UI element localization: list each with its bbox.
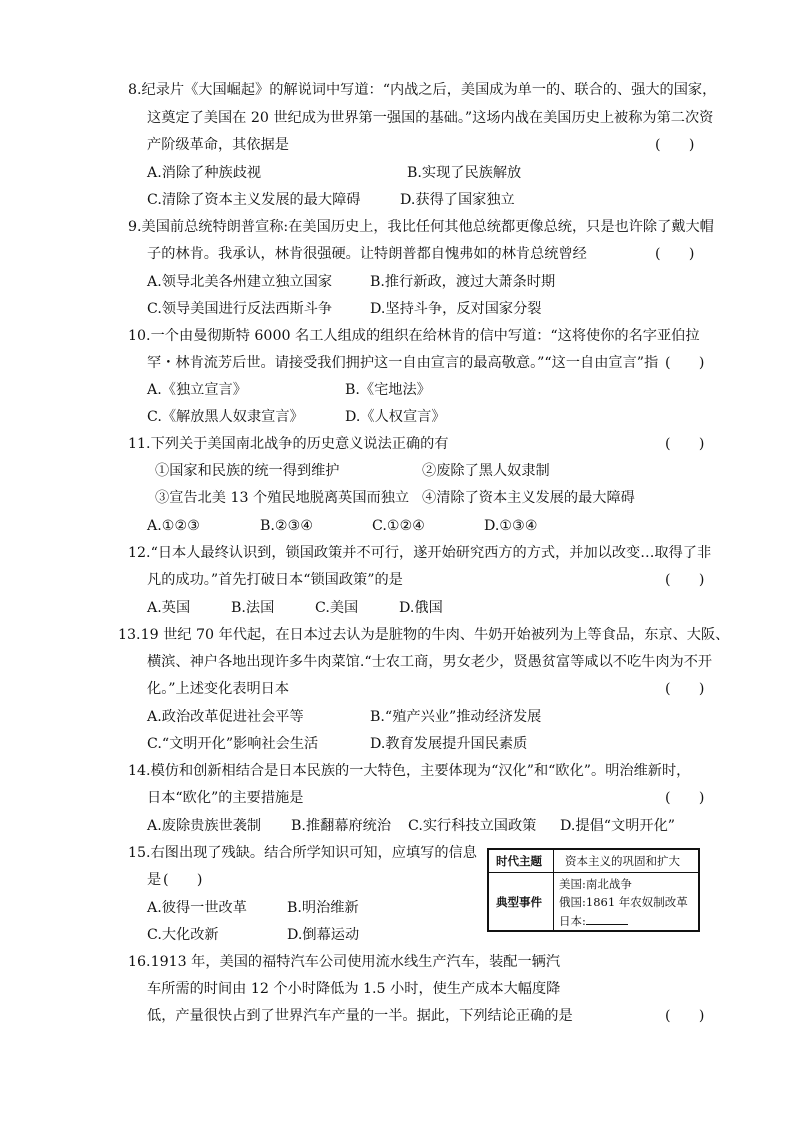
q14-option-d: D.提倡“文明开化” xyxy=(560,818,676,834)
era-theme-table xyxy=(487,848,700,932)
q12-line-2: 凡的成功。”首先打破日本“锁国政策”的是 xyxy=(147,572,403,588)
q15-option-a: A.彼得一世改革 xyxy=(147,900,247,916)
q12-option-b: B.法国 xyxy=(231,600,275,616)
q15-answer-paren: ( ) xyxy=(163,872,203,888)
q14-option-a: A.废除贵族世袭制 xyxy=(147,818,262,834)
q11-line-1: 11.下列关于美国南北战争的历史意义说法正确的有 xyxy=(128,436,449,452)
q13-line-2: 横滨、神户各地出现许多牛肉菜馆.“士农工商，男女老少，贤愚贫富等咸以不吃牛肉为不开 xyxy=(147,654,713,670)
table-header-right: 资本主义的巩固和扩大 xyxy=(565,854,680,868)
q9-line-2: 子的林肯。我承认，林肯很强硬。让特朗普都自愧弗如的林肯总统曾经 xyxy=(147,246,587,262)
q10-option-d: D.《人权宣言》 xyxy=(345,409,446,425)
q8-option-b: B.实现了民族解放 xyxy=(407,165,522,181)
q10-option-a: A.《独立宣言》 xyxy=(147,382,247,398)
q14-line-2: 日本“欧化”的主要措施是 xyxy=(147,790,304,806)
q13-option-a: A.政治改革促进社会平等 xyxy=(147,709,304,725)
q9-answer-paren: ( ) xyxy=(655,246,695,262)
q11-item-1: ①国家和民族的统一得到维护 xyxy=(155,463,340,479)
q16-answer-paren: ( ) xyxy=(665,1008,705,1024)
q16-line-2: 车所需的时间由 12 个小时降低为 1.5 小时，使生产成本大幅度降 xyxy=(147,981,561,997)
q11-answer-paren: ( ) xyxy=(665,436,705,452)
q13-line-3: 化。”上述变化表明日本 xyxy=(147,681,290,697)
q10-line-2: 罕・林肯流芳后世。请接受我们拥护这一自由宣言的最高敬意。”“这一自由宣言”指 xyxy=(147,355,659,371)
table-header-left: 时代主题 xyxy=(496,854,542,868)
q13-answer-paren: ( ) xyxy=(665,681,705,697)
q9-option-d: D.坚持斗争，反对国家分裂 xyxy=(370,301,542,317)
table-entry-usa: 美国:南北战争 xyxy=(559,877,632,891)
q9-line-1: 9.美国前总统特朗普宣称:在美国历史上，我比任何其他总统都更像总统，只是也许除了戴大帽 xyxy=(128,219,714,235)
q9-option-b: B.推行新政，渡过大萧条时期 xyxy=(370,274,556,290)
q14-option-b: B.推翻幕府统治 xyxy=(291,818,392,834)
q12-option-a: A.英国 xyxy=(147,600,191,616)
table-entry-japan xyxy=(559,912,628,929)
q10-line-1: 10.一个由曼彻斯特 6000 名工人组成的组织在给林肯的信中写道：“这将使你的名字亚伯拉 xyxy=(128,328,700,344)
q15-line-2: 是 xyxy=(147,872,162,888)
q11-option-d: D.①③④ xyxy=(484,518,538,534)
q8-option-a: A.消除了种族歧视 xyxy=(147,165,262,181)
q8-line-1: 8.纪录片《大国崛起》的解说词中写道：“内战之后，美国成为单一的、联合的、强大的国家， xyxy=(128,82,717,98)
q8-answer-paren: ( ) xyxy=(655,137,695,153)
q11-option-b: B.②③④ xyxy=(260,518,314,534)
q15-option-d: D.倒幕运动 xyxy=(287,927,360,943)
q8-line-3: 产阶级革命，其依据是 xyxy=(147,137,289,153)
table-entry-russia: 俄国:1861 年农奴制改革 xyxy=(559,895,688,909)
missing-entry-blank xyxy=(586,912,628,925)
q14-answer-paren: ( ) xyxy=(665,790,705,806)
q8-option-c: C.清除了资本主义发展的最大障碍 xyxy=(147,192,361,208)
table-column-divider xyxy=(553,850,554,930)
table-row-left: 典型事件 xyxy=(496,895,542,909)
q12-option-c: C.美国 xyxy=(315,600,359,616)
q9-option-a: A.领导北美各州建立独立国家 xyxy=(147,274,333,290)
q8-option-d: D.获得了国家独立 xyxy=(400,192,515,208)
q12-answer-paren: ( ) xyxy=(665,572,705,588)
q11-item-2: ②废除了黑人奴隶制 xyxy=(422,463,550,479)
q13-option-c: C.“文明开化”影响社会生活 xyxy=(147,736,319,752)
q14-line-1: 14.模仿和创新相结合是日本民族的一大特色，主要体现为“汉化”和“欧化”。明治维新时， xyxy=(128,763,691,779)
q16-line-1: 16.1913 年，美国的福特汽车公司使用流水线生产汽车，装配一辆汽 xyxy=(128,954,561,970)
q15-option-c: C.大化改新 xyxy=(147,927,219,943)
q10-answer-paren: ( ) xyxy=(665,355,705,371)
q11-item-4: ④清除了资本主义发展的最大障碍 xyxy=(422,490,635,506)
q15-line-1: 15.右图出现了残缺。结合所学知识可知，应填写的信息 xyxy=(128,845,477,861)
q13-option-b: B.“殖产兴业”推动经济发展 xyxy=(370,709,542,725)
q13-option-d: D.教育发展提升国民素质 xyxy=(370,736,528,752)
q13-line-1: 13.19 世纪 70 年代起，在日本过去认为是脏物的牛肉、牛奶开始被列为上等食品，东京、大阪、 xyxy=(118,627,730,643)
q9-option-c: C.领导美国进行反法西斯斗争 xyxy=(147,301,333,317)
q11-item-3: ③宣告北美 13 个殖民地脱离英国而独立 xyxy=(155,490,410,506)
q15-option-b: B.明治维新 xyxy=(287,900,359,916)
q12-line-1: 12.“日本人最终认识到，锁国政策并不可行，遂开始研究西方的方式，并加以改变…取得了非 xyxy=(128,545,712,561)
q11-option-a: A.①②③ xyxy=(147,518,200,534)
q12-option-d: D.俄国 xyxy=(399,600,443,616)
q16-line-3: 低，产量很快占到了世界汽车产量的一半。据此，下列结论正确的是 xyxy=(147,1008,573,1024)
q14-option-c: C.实行科技立国政策 xyxy=(408,818,537,834)
table-entry-japan-label: 日本: xyxy=(559,914,586,928)
q10-option-b: B.《宅地法》 xyxy=(345,382,431,398)
q10-option-c: C.《解放黑人奴隶宣言》 xyxy=(147,409,304,425)
q8-line-2: 这奠定了美国在 20 世纪成为世界第一强国的基础。”这场内战在美国历史上被称为第二次资 xyxy=(147,110,714,126)
q11-option-c: C.①②④ xyxy=(372,518,426,534)
